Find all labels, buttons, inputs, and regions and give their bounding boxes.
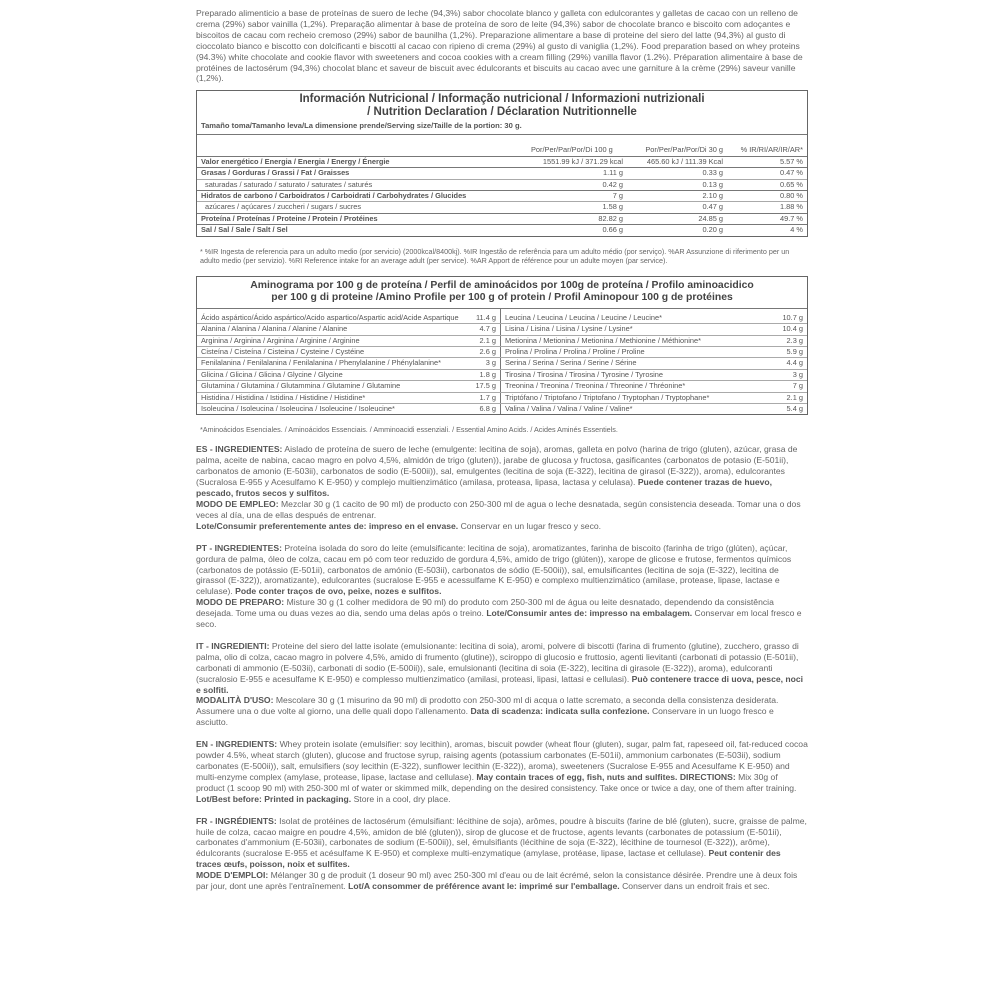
- nutrient-per100: 0.42 g: [527, 179, 627, 190]
- amino-row: [197, 392, 807, 403]
- amino-row: [197, 335, 807, 346]
- amino-title-line2: per 100 g di proteine /Amino Profile per 100 g of protein / Profil Aminopour 100 g de protéines: [271, 292, 733, 304]
- section-pt: [196, 543, 808, 630]
- nutrient-label: saturadas / saturado / saturato / saturates / saturés: [197, 179, 527, 190]
- amino-value-right: 10.4 g: [765, 324, 807, 335]
- amino-value-left: 1.8 g: [463, 369, 501, 380]
- ingredients-text: Proteína isolada do soro do leite (emulsificante: lecitina de soja), aromatizantes, farinha de biscoito (farinha de trigo (glúten), açúcar, gordura de palma, óleo de colza, cacau em pó com teor reduzido de gordura 4,5%, amido de trigo (glúten)), xarope de glicose e frutose, fermentos químicos (carbonatos de potássio (E-501ii), carbonatos de amónio (E-503ii), carbonatos de sódio (E-500ii)), sal, emulsificantes (lecitina de soja (E-322), lecitina de girassol (E-322)), aromatizante), edulcorantes (sucralose E-955 e acessulfame K E-950) e complexo multienzimático (amilase, protease, lipase, lactase e celulase).: [196, 542, 792, 597]
- nutrient-ir: 5.57 %: [779, 156, 803, 166]
- directions-text: Mezclar 30 g (1 cacito de 90 ml) de producto con 250-300 ml de agua o leche desnatada, según consistencia deseada. Tomar una o dos veces al día, una de ellas después de entrenar.: [196, 498, 801, 520]
- nutrition-header-blank: [197, 135, 527, 156]
- amino-row: [197, 381, 807, 392]
- ingredients-text: Proteine del siero del latte isolate (emulsionante: lecitina di soia), aromi, polvere di biscotti (farina di frumento (glutine), zucchero, grasso di palma, olio di colza, cacao magro in polvere 4,5%, amido di frumento (glutine)), sciroppo di glucosio e fruttosio, agenti lievitanti (carbonati di potassio (E-501ii), carbonati di ammonio (E-503ii), carbonati di sodio (E-500ii)), sale, emulsionanti (lecitina di soia (E-322), lecitina di girasole (E-322)), aroma), edulcoranti (sucralosio E-955 e acesulfame K E-950) e complesso multienzimatico (amilasi, proteasi, lipasi, lattasi e cellulasi).: [196, 640, 799, 684]
- ingredients-text: Whey protein isolate (emulsifier: soy lecithin), aromas, biscuit powder (wheat flour (gluten), sugar, palm fat, rapeseed oil, fat-reduced cocoa powder 4.5%, wheat starch (gluten), glucose and fructose syrup, raising agents (potassium carbonates (E-501ii), ammonium carbonates (E-503ii), sodium carbonates (E-500ii)), salt, emulsifiers (soy lecithin (E-322), sunflower lecithin (E-322)), aroma), sweeteners (Sucralose E-955 and Acesulfame K E-950) and multi-enzyme complex (amylase, protease, lipase, lactase and cellulase).: [196, 739, 808, 782]
- storage-text: Conservare in un luogo fresco e asciutto.: [196, 706, 774, 728]
- nutrient-per30: 0.20 g: [627, 225, 727, 236]
- nutrition-table: [197, 135, 807, 235]
- storage-text: Conservar en un lugar fresco y seco.: [460, 520, 602, 531]
- directions-heading: MODE D'EMPLOI:: [196, 870, 269, 881]
- ingredients-heading: FR - INGRÉDIENTS:: [196, 815, 277, 826]
- directions-text: Mescolare 30 g (1 misurino da 90 ml) di prodotto con 250-300 ml di acqua o latte scremato, a seconda della consistenza desiderata. Assumere una o due volte al giorno, una delle quali dopo l'allenamento.: [196, 695, 779, 717]
- directions-text: Misture 30 g (1 colher medidora de 90 ml) do produto com 250-300 ml de água ou leite desnatado, dependendo da consistência desejada. Tome uma ou duas vezes ao dia, sendo uma delas após o treino.: [196, 597, 774, 619]
- amino-name-right: Tirosina / Tirosina / Tirosina / Tyrosine / Tyrosine: [501, 369, 766, 380]
- amino-value-right: 10.7 g: [765, 309, 807, 324]
- amino-value-right: 5.9 g: [765, 347, 807, 358]
- nutrition-row: [197, 225, 807, 236]
- amino-row: [197, 358, 807, 369]
- amino-table: [197, 309, 807, 415]
- lot-text: Lote/Consumir antes de: impresso na embalagem.: [486, 608, 693, 619]
- lot-text: Data di scadenza: indicata sulla confezione.: [470, 706, 650, 717]
- amino-title-line1: Aminograma por 100 g de proteína / Perfil de aminoácidos por 100g de proteína / Profilo aminoacidico: [250, 279, 754, 291]
- amino-value-left: 2.1 g: [463, 335, 501, 346]
- amino-name-left: Arginina / Arginina / Arginina / Arginine / Arginine: [197, 335, 463, 346]
- ingredients-heading: EN - INGREDIENTS:: [196, 739, 278, 750]
- amino-name-right: Prolina / Prolina / Prolina / Proline / Proline: [501, 347, 766, 358]
- nutrient-per100: 1.11 g: [527, 168, 627, 179]
- label-page: [196, 8, 808, 903]
- nutrition-title-line1: Información Nutricional / Informação nutricional / Informazioni nutrizionali: [299, 93, 705, 106]
- storage-text: Store in a cool, dry place.: [353, 793, 451, 804]
- nutrient-per100: 0.66 g: [527, 225, 627, 236]
- amino-name-left: Isoleucina / Isoleucina / Isoleucina / Isoleucine / Isoleucine*: [201, 404, 395, 414]
- storage-text: Conservar em local fresco e seco.: [196, 608, 802, 630]
- nutrition-row: [197, 156, 807, 167]
- amino-value-left: 3 g: [463, 358, 501, 369]
- nutrition-header-row: [197, 135, 807, 156]
- nutrient-label: Grasas / Gorduras / Grassi / Fat / Graisses: [197, 168, 527, 179]
- amino-row: [197, 347, 807, 358]
- amino-name-right: Leucina / Leucina / Leucina / Leucine / Leucine*: [501, 309, 766, 324]
- col-per-100g: Por/Per/Par/Por/Di 100 g: [527, 135, 627, 156]
- directions-text: Mix 30g of product (1 scoop 90 ml) with 250-300 ml of water or skimmed milk, depending on the desired consistency. Take once or twice a day, one of them after training.: [196, 771, 797, 793]
- nutrition-title: [197, 91, 807, 119]
- amino-name-right: Valina / Valina / Valina / Valine / Valine*: [505, 404, 633, 414]
- nutrient-per100: 1551.99 kJ / 371.29 kcal: [542, 156, 623, 166]
- nutrient-ir: 4 %: [727, 225, 807, 236]
- amino-value-left: 2.6 g: [463, 347, 501, 358]
- directions-heading: MODALITÀ D'USO:: [196, 695, 274, 706]
- directions-text: Mélanger 30 g de produit (1 doseur 90 ml) avec 250-300 ml d'eau ou de lait écrémé, selon la consistance désirée. Prendre une à deux fois par jour, dont une après l'entraînement.: [196, 870, 798, 892]
- amino-name-right: Triptófano / Triptofano / Triptofano / Tryptophan / Tryptophane*: [501, 392, 766, 403]
- section-en: [196, 739, 808, 804]
- lot-text: Lote/Consumir preferentemente antes de: impreso en el envase.: [196, 520, 459, 531]
- amino-name-left: Glutamina / Glutamina / Glutammina / Glutamine / Glutamine: [197, 381, 463, 392]
- amino-name-right: Metionina / Metionina / Metionina / Methionine / Méthionine*: [501, 335, 766, 346]
- amino-value-left: 1.7 g: [463, 392, 501, 403]
- nutrient-label: azúcares / açúcares / zuccheri / sugars / sucres: [197, 202, 527, 213]
- amino-name-right: Serina / Serina / Serina / Serine / Sérine: [501, 358, 766, 369]
- nutrition-footnote: * %IR Ingesta de referencia para un adulto medio (por servicio) (2000kcal/8400kj). %IR Ingestão de referência para um adulto médio (por serviço). %AR Assunzione di riferimento per un adulto medio (per servizio). %RI Reference intake for an average adult (per service). %AR Apport de référence pour un adulte moyen (par service).: [200, 246, 790, 266]
- nutrient-per30: 465.60 kJ / 111.39 Kcal: [646, 156, 723, 166]
- nutrition-row: [197, 190, 807, 201]
- amino-name-right: Lisina / Lisina / Lisina / Lysine / Lysine*: [501, 324, 766, 335]
- nutrient-ir: 0.47 %: [727, 168, 807, 179]
- amino-row: [197, 324, 807, 335]
- ingredients-text: Aislado de proteína de suero de leche (emulgente: lecitina de soja), aromas, galleta en polvo (harina de trigo (gluten), azúcar, grasa de palma, aceite de nabina, cacao magro en polvo 4,5%, almidón de trigo (gluten)), jarabe de glucosa y fructosa, gasificantes (carbonatos de potasio (E-501ii), carbonatos de amonio (E-503ii), carbonatos de sodio (E-500ii)), sal, emulgentes (lecitina de soja (E-322), lecitina de girasol (E-322)), aroma), edulcorantes (Sucralosa E-955 y Acesulfamo K E-950) y complejo multienzimático (amilasa, proteasa, lipasa, lactasa y celulasa).: [196, 444, 798, 488]
- lot-text: Lot/A consommer de préférence avant le: imprimé sur l'emballage.: [348, 881, 620, 892]
- amino-value-right: 2.3 g: [765, 335, 807, 346]
- nutrient-ir: 0.80 %: [727, 190, 807, 201]
- nutrition-title-line2: / Nutrition Declaration / Déclaration Nutritionnelle: [367, 106, 637, 119]
- amino-name-left: Cisteína / Cisteína / Cisteina / Cysteine / Cystéine: [197, 347, 463, 358]
- amino-value-right: 3 g: [765, 369, 807, 380]
- amino-name-left: Ácido aspártico/Ácido aspártico/Acido aspartico/Aspartic acid/Acide Aspartique: [197, 309, 463, 324]
- amino-row: [197, 404, 807, 415]
- amino-footnote: *Aminoácidos Esenciales. / Aminoácidos Essenciais. / Amminoacidi essenziali. / Essential Amino Acids. / Acides Aminés Essentiels.: [200, 425, 618, 435]
- allergen-text: Pode conter traços de ovo, peixe, nozes e sulfitos.: [235, 586, 442, 597]
- nutrient-ir: 49.7 %: [727, 213, 807, 224]
- amino-name-left: Histidina / Histidina / Istidina / Histidine / Histidine*: [197, 392, 463, 403]
- directions-heading: DIRECTIONS:: [679, 771, 736, 782]
- directions-heading: MODO DE PREPARO:: [196, 597, 285, 608]
- nutrient-ir: 1.88 %: [727, 202, 807, 213]
- directions-heading: MODO DE EMPLEO:: [196, 498, 279, 509]
- nutrient-per30: 0.13 g: [627, 179, 727, 190]
- amino-value-left: 6.8 g: [463, 404, 501, 415]
- nutrient-label: Sal / Sal / Sale / Salt / Sel: [197, 225, 527, 236]
- nutrient-label: Hidratos de carbono / Carboidratos / Carboidrati / Carbohydrates / Glucides: [197, 190, 527, 201]
- nutrient-per30: 0.33 g: [627, 168, 727, 179]
- amino-name-right: Treonina / Treonina / Treonina / Threonine / Thréonine*: [501, 381, 766, 392]
- amino-row: [197, 369, 807, 380]
- serving-size: Tamaño toma/Tamanho leva/La dimensione prende/Serving size/Taille de la portion: 30 g.: [197, 119, 807, 135]
- section-es: [196, 444, 808, 531]
- allergen-text: May contain traces of egg, fish, nuts and sulfites.: [476, 771, 678, 782]
- nutrition-row: [197, 168, 807, 179]
- col-ir: % IR/RI/AR/IR/AR*: [727, 135, 807, 156]
- col-per-30g: Por/Per/Par/Por/Di 30 g: [627, 135, 727, 156]
- amino-name-left: Alanina / Alanina / Alanina / Alanine / Alanine: [197, 324, 463, 335]
- nutrient-ir: 0.65 %: [727, 179, 807, 190]
- amino-value-right: 5.4 g: [786, 404, 803, 414]
- amino-value-right: 2.1 g: [765, 392, 807, 403]
- lot-text: Lot/Best before: Printed in packaging.: [196, 793, 352, 804]
- amino-row: [197, 309, 807, 324]
- nutrient-label: Valor energético / Energia / Energia / Energy / Énergie: [201, 156, 390, 166]
- amino-value-left: 11.4 g: [463, 309, 501, 324]
- allergen-text: Può contenere tracce di uova, pesce, noci e solfiti.: [196, 673, 804, 695]
- nutrient-per100: 1.58 g: [527, 202, 627, 213]
- amino-table-box: [196, 276, 808, 416]
- section-fr: [196, 816, 808, 892]
- section-it: [196, 641, 808, 728]
- ingredients-heading: PT - INGREDIENTES:: [196, 542, 282, 553]
- nutrition-table-box: [196, 90, 808, 236]
- amino-name-left: Glicina / Glicina / Glicina / Glycine / Glycine: [197, 369, 463, 380]
- storage-text: Conserver dans un endroit frais et sec.: [622, 881, 770, 892]
- nutrient-per30: 24.85 g: [627, 213, 727, 224]
- amino-name-left: Fenilalanina / Fenilalanina / Fenilalanina / Phenylalanine / Phénylalanine*: [197, 358, 463, 369]
- ingredients-text: Isolat de protéines de lactosérum (émulsifiant: lécithine de soja), arômes, poudre à biscuits (farine de blé (gluten), sucre, graisse de palme, huile de colza, cacao maigre en poudre 4,5%, amidon de blé (gluten)), sirop de glucose et de fructose, agents levants (carbonates de potassium (E-501ii), carbonates d'ammonium (E-503ii), carbonates de sodium (E-500ii)), sel, émulsifiants (lécithine de soja (E-322), lécithine de tournesol (E-322)), arôme), édulcorants (sucralose E-955 et acésulfame K E-950) et complexe multi-enzymatique (amylase, protéase, lipase, lactase et cellulase).: [196, 815, 807, 859]
- amino-title: [197, 277, 807, 309]
- amino-value-left: 17.5 g: [463, 381, 501, 392]
- nutrition-row: [197, 213, 807, 224]
- nutrient-label: Proteína / Proteínas / Proteine / Protein / Protéines: [197, 213, 527, 224]
- product-description: Preparado alimenticio a base de proteínas de suero de leche (94,3%) sabor chocolate blanco y galleta con edulcorantes y galletas de cacao con un relleno de crema (29%) sabor vainilla (1,2%). Preparação alimentar à base de proteína de soro de leite (94,3%) sabor de chocolate branco e biscoito com adoçantes e biscoitos de cacau com recheio cremoso (29%) sabor de baunilha (1,2%). Preparazione alimentare a base di proteine del siero del latte (94,3%) al gusto di cioccolato bianco e biscotto con dolcificanti e biscotti al cacao con ripieno di crema (29%) al gusto di vaniglia (1,2%). Food preparation based on whey proteins (94.3%) white chocolate and cookie flavor with sweeteners and cocoa cookies with a cream filling (29%) vanilla flavor (1.2%). Préparation alimentaire à base de protéines de lactosérum (94,3%) chocolat blanc et saveur de biscuit avec édulcorants et biscuits au cacao avec une garniture à la crème (29%) saveur vanille (1,2%).: [196, 8, 803, 84]
- allergen-text: Peut contenir des traces œufs, poisson, noix et sulfites.: [196, 848, 781, 870]
- ingredients-heading: ES - INGREDIENTES:: [196, 444, 283, 455]
- nutrition-row: [197, 179, 807, 190]
- ingredients-heading: IT - INGREDIENTI:: [196, 640, 270, 651]
- amino-value-right: 4.4 g: [765, 358, 807, 369]
- amino-value-left: 4.7 g: [463, 324, 501, 335]
- nutrition-row: [197, 202, 807, 213]
- amino-value-right: 7 g: [765, 381, 807, 392]
- allergen-text: Puede contener trazas de huevo, pescado, frutos secos y sulfitos.: [196, 477, 773, 499]
- nutrient-per100: 7 g: [527, 190, 627, 201]
- nutrient-per30: 0.47 g: [627, 202, 727, 213]
- nutrient-per30: 2.10 g: [627, 190, 727, 201]
- nutrient-per100: 82.82 g: [527, 213, 627, 224]
